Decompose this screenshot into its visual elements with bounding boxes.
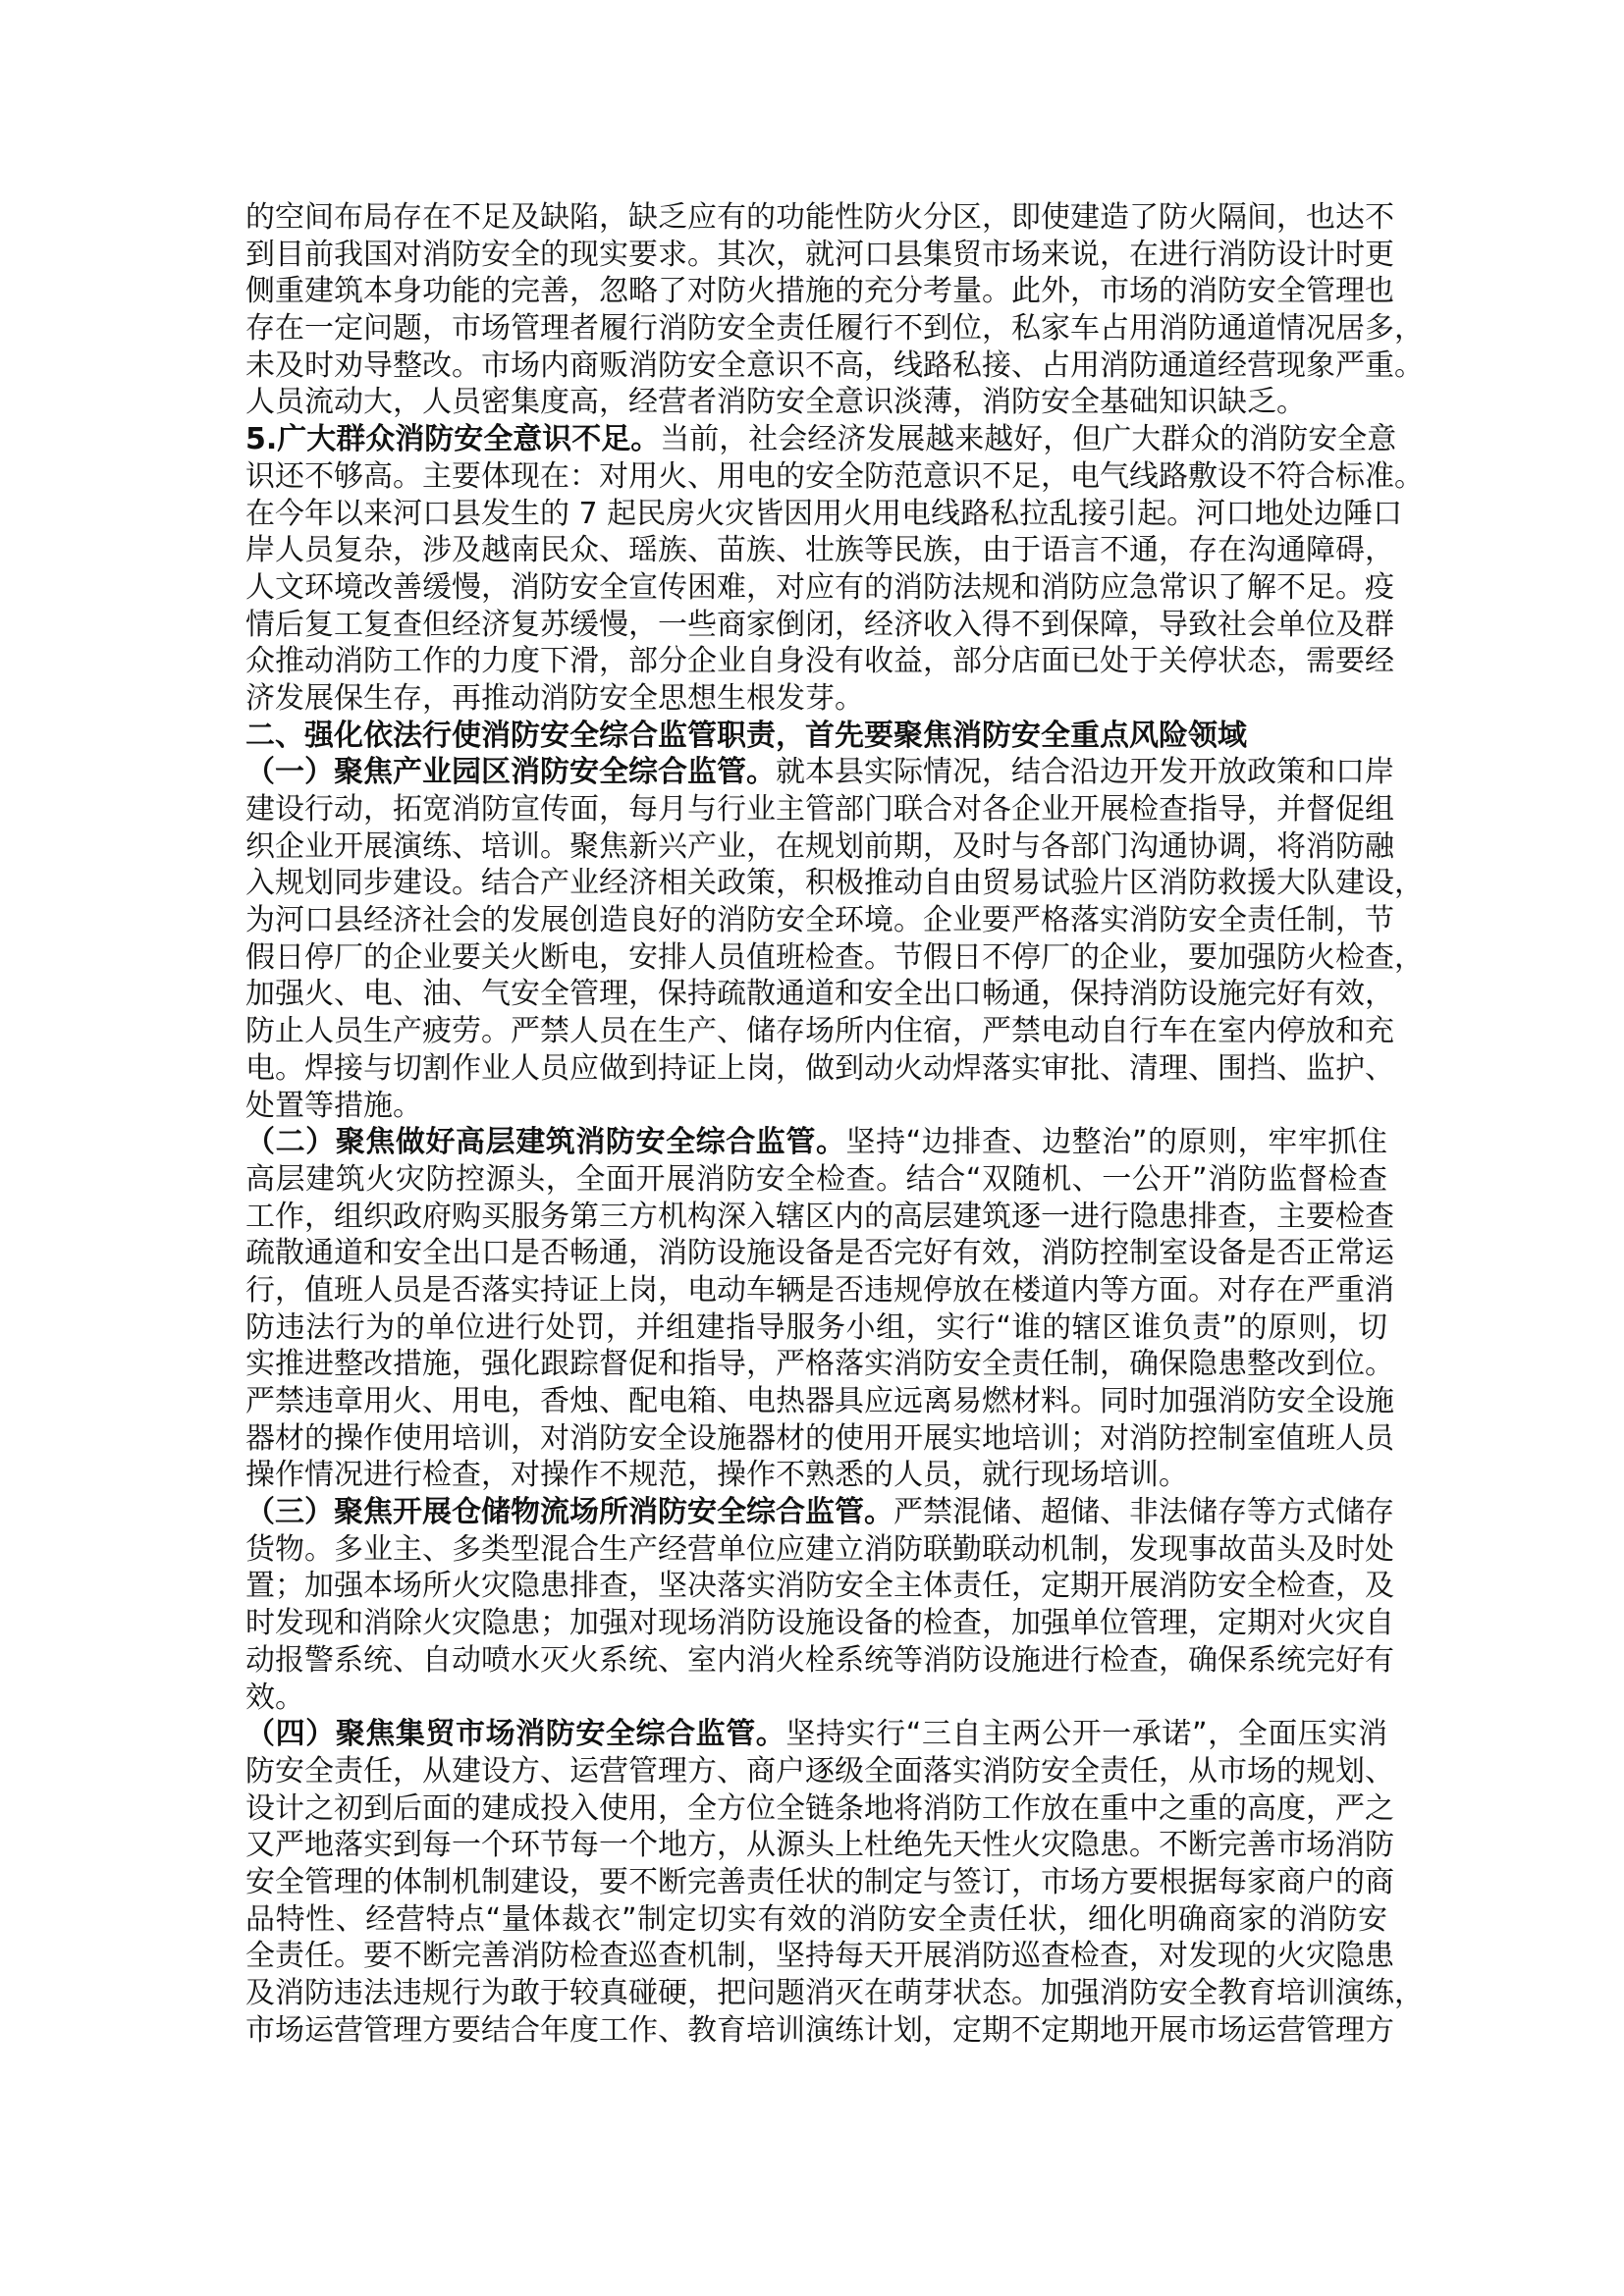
line-text: 动报警系统、自动喷水灭火系统、室内消火栓系统等消防设施进行检查，确保系统完好有	[245, 1642, 1394, 1678]
text-line	[245, 273, 1394, 310]
line-text: 识还不够高。主要体现在：对用火、用电的安全防范意识不足，电气线路敷设不符合标准。	[245, 458, 1424, 494]
line-text: 设计之初到后面的建成投入使用，全方位全链条地将消防工作放在重中之重的高度，严之	[245, 1790, 1394, 1826]
line-text: 的空间布局存在不足及缺陷，缺乏应有的功能性防火分区，即使建造了防火隔间，也达不	[245, 200, 1394, 235]
line-text: 操作情况进行检查，对操作不规范，操作不熟悉的人员，就行现场培训。	[245, 1458, 1188, 1493]
paragraph	[245, 754, 1424, 1124]
text-line	[245, 1790, 1394, 1828]
paragraph-lead: （三）聚焦开展仓储物流场所消防安全综合监管。	[245, 1495, 893, 1530]
text-line	[245, 1827, 1394, 1864]
paragraph-lead: （四）聚焦集贸市场消防安全综合监管。	[245, 1717, 786, 1752]
line-text: 存在一定问题，市场管理者履行消防安全责任履行不到位，私家车占用消防通道情况居多，	[245, 311, 1424, 347]
text-line	[245, 1235, 1394, 1272]
text-line	[245, 1531, 1394, 1569]
text-line	[245, 828, 1394, 866]
line-text: 就本县实际情况，结合沿边开发开放政策和口岸	[776, 755, 1394, 790]
line-text: 时发现和消除火灾隐患；加强对现场消防设施设备的检查，加强单位管理，定期对火灾自	[245, 1606, 1394, 1641]
line-text: 假日停厂的企业要关火断电，安排人员值班检查。节假日不停厂的企业，要加强防火检查，	[245, 939, 1424, 975]
line-text: 到目前我国对消防安全的现实要求。其次，就河口县集贸市场来说，在进行消防设计时更	[245, 237, 1394, 272]
line-text: 市场运营管理方要结合年度工作、教育培训演练计划，定期不定期地开展市场运营管理方	[245, 2012, 1394, 2048]
line-text: 又严地落实到每一个环节每一个地方，从源头上杜绝先天性火灾隐患。不断完善市场消防	[245, 1828, 1394, 1863]
line-text: 在今年以来河口县发生的 7 起民房火灾皆因用火用电线路私拉乱接引起。河口地处边陲口	[245, 496, 1403, 531]
text-line	[245, 1716, 1387, 1753]
line-text: 坚持“边排查、边整治”的原则，牢牢抓住	[845, 1125, 1387, 1160]
text-line	[245, 1457, 1387, 1494]
line-text: 安全管理的体制机制建设，要不断完善责任状的制定与签订，市场方要根据每家商户的商	[245, 1864, 1394, 1899]
line-text: 工作，组织政府购买服务第三方机构深入辖区内的高层建筑逐一进行隐患排查，主要检查	[245, 1199, 1394, 1234]
line-text: 置；加强本场所火灾隐患排查，坚决落实消防安全主体责任，定期开展消防安全检查，及	[245, 1569, 1394, 1604]
line-text: 情后复工复查但经济复苏缓慢，一些商家倒闭，经济收入得不到保障，导致社会单位及群	[245, 607, 1394, 642]
line-text: 人文环境改善缓慢，消防安全宣传困难，对应有的消防法规和消防应急常识了解不足。疫	[245, 569, 1394, 605]
text-line	[245, 421, 1397, 458]
text-line	[245, 718, 1387, 755]
line-text: 入规划同步建设。结合产业经济相关政策，积极推动自由贸易试验片区消防救援大队建设，	[245, 866, 1424, 901]
text-line	[245, 865, 1424, 902]
paragraph-lead: 5.广大群众消防安全意识不足。	[245, 422, 661, 457]
text-line	[245, 1494, 1394, 1531]
text-line	[245, 1272, 1394, 1309]
line-text: 防安全责任，从建设方、运营管理方、商户逐级全面落实消防安全责任，从市场的规划、	[245, 1753, 1394, 1789]
text-line	[245, 1642, 1394, 1680]
paragraph-lead: （一）聚焦产业园区消防安全综合监管。	[245, 755, 776, 790]
line-text: 全责任。要不断完善消防检查巡查机制，坚持每天开展消防巡查检查，对发现的火灾隐患	[245, 1939, 1394, 1974]
line-text: 侧重建筑本身功能的完善，忽略了对防火措施的充分考量。此外，市场的消防安全管理也	[245, 274, 1394, 309]
line-text: 众推动消防工作的力度下滑，部分企业自身没有收益，部分店面已处于关停状态，需要经	[245, 644, 1394, 679]
line-text: 行，值班人员是否落实持证上岗，电动车辆是否违规停放在楼道内等方面。对存在严重消	[245, 1272, 1394, 1308]
text-line	[245, 1864, 1394, 1901]
text-line	[245, 1383, 1394, 1420]
text-line	[245, 1088, 1387, 1125]
line-text: 加强火、电、油、气安全管理，保持疏散通道和安全出口畅通，保持消防设施完好有效，	[245, 977, 1394, 1012]
line-text: 疏散通道和安全出口是否畅通，消防设施设备是否完好有效，消防控制室设备是否正常运	[245, 1236, 1394, 1271]
line-text: 坚持实行“三自主两公开一承诺”，全面压实消	[785, 1717, 1388, 1752]
text-line	[245, 1901, 1387, 1939]
text-line	[245, 607, 1394, 644]
document-body	[245, 199, 1424, 2049]
text-line	[245, 2012, 1394, 2050]
line-text: 货物。多业主、多类型混合生产经营单位应建立消防联勤联动机制，发现事故苗头及时处	[245, 1531, 1394, 1567]
text-line	[245, 237, 1394, 274]
line-text: 济发展保生存，再推动消防安全思想生根发芽。	[245, 680, 864, 716]
text-line	[245, 347, 1424, 385]
text-line	[245, 902, 1394, 939]
text-line	[245, 1975, 1424, 2012]
line-text: 高层建筑火灾防控源头，全面开展消防安全检查。结合“双随机、一公开”消防监督检查	[245, 1161, 1387, 1197]
line-text: 织企业开展演练、培训。聚焦新兴产业，在规划前期，及时与各部门沟通协调，将消防融	[245, 828, 1394, 864]
section-heading	[245, 718, 1387, 755]
text-line	[245, 1346, 1394, 1383]
text-line	[245, 532, 1394, 569]
paragraph	[245, 199, 1424, 421]
text-line	[245, 310, 1424, 347]
text-line	[245, 791, 1394, 828]
line-text: 未及时劝导整改。市场内商贩消防安全意识不高，线路私接、占用消防通道经营现象严重。	[245, 347, 1424, 383]
paragraph-lead: （二）聚焦做好高层建筑消防安全综合监管。	[245, 1125, 846, 1160]
text-line	[245, 384, 1387, 421]
line-text: 电。焊接与切割作业人员应做到持证上岗，做到动火动焊落实审批、清理、围挡、监护、	[245, 1050, 1394, 1086]
text-line	[245, 496, 1403, 533]
paragraph	[245, 1124, 1394, 1494]
line-text: 建设行动，拓宽消防宣传面，每月与行业主管部门联合对各企业开展检查指导，并督促组	[245, 792, 1394, 827]
text-line	[245, 199, 1394, 237]
line-text: 品特性、经营特点“量体裁衣”制定切实有效的消防安全责任状，细化明确商家的消防安	[245, 1901, 1387, 1937]
text-line	[245, 643, 1394, 680]
paragraph	[245, 421, 1424, 718]
text-line	[245, 1420, 1394, 1458]
text-line	[245, 1680, 1387, 1717]
line-text: 实推进整改措施，强化跟踪督促和指导，严格落实消防安全责任制，确保隐患整改到位。	[245, 1347, 1394, 1382]
line-text: 为河口县经济社会的发展创造良好的消防安全环境。企业要严格落实消防安全责任制，节	[245, 903, 1394, 938]
line-text: 处置等措施。	[245, 1088, 422, 1123]
line-text: 器材的操作使用培训，对消防安全设施器材的使用开展实地培训；对消防控制室值班人员	[245, 1420, 1394, 1456]
text-line	[245, 1199, 1394, 1236]
line-text: 效。	[245, 1680, 304, 1715]
text-line	[245, 569, 1394, 607]
paragraph	[245, 1494, 1394, 1716]
heading-text: 二、强化依法行使消防安全综合监管职责，首先要聚焦消防安全重点风险领域	[245, 718, 1247, 753]
text-line	[245, 1605, 1394, 1642]
text-line	[245, 1124, 1387, 1161]
text-line	[245, 458, 1424, 496]
text-line	[245, 754, 1394, 791]
text-line	[245, 939, 1424, 977]
text-line	[245, 1753, 1394, 1790]
text-line	[245, 1938, 1394, 1975]
text-line	[245, 680, 1387, 718]
line-text: 及消防违法违规行为敢于较真碰硬，把问题消灭在萌芽状态。加强消防安全教育培训演练，	[245, 1976, 1424, 2010]
paragraph	[245, 1716, 1424, 2049]
line-text: 防止人员生产疲劳。严禁人员在生产、储存场所内住宿，严禁电动自行车在室内停放和充	[245, 1014, 1394, 1049]
line-text: 防违法行为的单位进行处罚，并组建指导服务小组，实行“谁的辖区谁负责”的原则，切	[245, 1309, 1387, 1345]
line-text: 岸人员复杂，涉及越南民众、瑶族、苗族、壮族等民族，由于语言不通，存在沟通障碍，	[245, 533, 1394, 568]
text-line	[245, 1309, 1387, 1347]
text-line	[245, 1013, 1394, 1050]
line-text: 严禁混储、超储、非法储存等方式储存	[893, 1495, 1394, 1530]
line-text: 当前，社会经济发展越来越好，但广大群众的消防安全意	[660, 422, 1397, 457]
text-line	[245, 1568, 1394, 1605]
text-line	[245, 1161, 1387, 1199]
text-line	[245, 976, 1394, 1013]
text-line	[245, 1050, 1394, 1088]
line-text: 人员流动大，人员密集度高，经营者消防安全意识淡薄，消防安全基础知识缺乏。	[245, 385, 1306, 420]
line-text: 严禁违章用火、用电，香烛、配电箱、电热器具应远离易燃材料。同时加强消防安全设施	[245, 1384, 1394, 1418]
